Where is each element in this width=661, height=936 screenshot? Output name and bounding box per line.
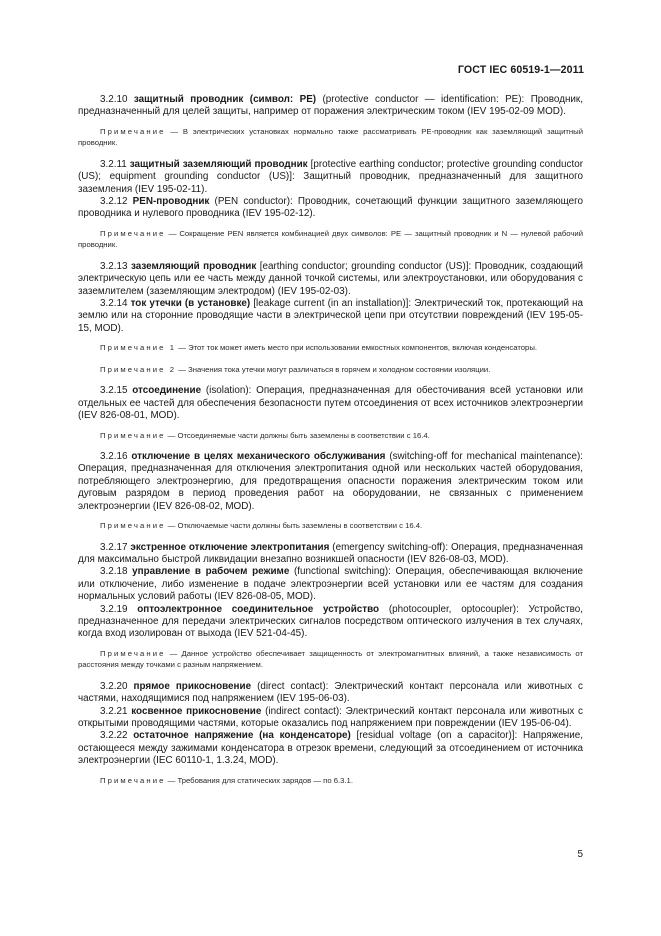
document-body — [78, 94, 583, 796]
note-text: — Данное устройство обеспечивает защищенность от электромагнитных влияний, а также независимость от расстояния между точками с разным напряжением. — [78, 648, 583, 670]
definition-term: прямое прикосновение — [133, 680, 252, 692]
note-text: — Этот ток может иметь место при использовании емкостных компонентов, включая конденсаторы. — [176, 343, 537, 353]
note — [78, 520, 583, 532]
definition-term: заземляющий проводник — [130, 260, 257, 272]
definition-term: отключение в целях механического обслуживания — [131, 451, 386, 462]
definition-text: (indirect contact): Электрический контакт персонала или животных с открытыми проводящими частями, которые оказались под напряжением при повреждении (IEV 195-06-04). — [78, 705, 583, 729]
note-label: Примечание — [100, 648, 166, 658]
definition-3-2-13 — [78, 261, 583, 298]
definition-3-2-11 — [78, 159, 583, 196]
note-label: Примечание — [100, 126, 166, 136]
definition-text: (photocoupler, optocoupler): Устройство, предназначенное для передачи электрических сигналов посредством оптического излучения в тех случаях, когда вход изолирован от выхода (IEV 521-04-45). — [78, 603, 583, 640]
note-label: Примечание 1 — [100, 343, 177, 353]
note-label: Примечание — [100, 521, 166, 531]
note — [78, 228, 583, 251]
definition-text: [protective earthing conductor; protective grounding conductor (US); equipment grounding conductor (US)]: Защитный проводник, предназначенный для защитного заземления (IEV 195-02-11). — [78, 158, 584, 195]
note-text: — Отключаемые части должны быть заземлены в соответствии с 16.4. — [165, 521, 423, 531]
definition-text: (functional switching): Операция, обеспечивающая включение или отключение, либо изменение в подаче электроэнергии всей установки или ее частям для создания нормальных условий работы (IEV 826-08-05, MOD). — [78, 566, 583, 603]
definition-text: [earthing conductor; grounding conductor (US)]: Проводник, создающий электрическую цепь или ее часть между данной точкой системы, или электроустановки, или оборудования с заземлителем (заземляющим электродом) (IEV 195-02-03). — [78, 260, 583, 297]
note — [78, 126, 583, 149]
note-text: — Значения тока утечки могут различаться в горячем и холодном состоянии изоляции. — [176, 364, 491, 374]
definition-3-2-18 — [78, 566, 583, 603]
definition-number: 3.2.17 — [100, 541, 128, 553]
definition-number: 3.2.13 — [100, 260, 128, 272]
definition-number: 3.2.20 — [100, 680, 128, 692]
definition-number: 3.2.15 — [100, 385, 128, 397]
definition-number: 3.2.12 — [100, 196, 128, 208]
definition-number: 3.2.19 — [100, 603, 128, 615]
definition-number: 3.2.10 — [100, 94, 128, 105]
definition-term: ток утечки (в установке) — [130, 298, 251, 310]
note — [78, 342, 583, 354]
definition-text: [residual voltage (on a capacitor)]: Напряжение, остающееся между зажимами конденсатора в отрезок времени, следующий за отсоединением от источника электроэнергии (IEC 60110-1, 1.3.24, MOD). — [78, 730, 583, 767]
definition-term: оптоэлектронное соединительное устройство — [137, 603, 380, 615]
note-text: — Требования для статических зарядов — по 6.3.1. — [165, 775, 353, 785]
definition-term: защитный проводник (символ: PE) — [133, 94, 317, 105]
definition-number: 3.2.18 — [100, 566, 128, 578]
definition-text: (isolation): Операция, предназначенная для обесточивания всей установки или отдельных ее частей для обеспечения безопасности путем отсоединения от всех источников электроэнергии (IEV 826-08-01, MOD). — [78, 385, 583, 422]
definition-term: отсоединение — [132, 385, 202, 397]
definition-term: защитный заземляющий проводник — [129, 158, 308, 170]
definition-number: 3.2.11 — [100, 158, 127, 170]
note — [78, 430, 583, 442]
definition-term: остаточное напряжение (на конденсаторе) — [133, 730, 351, 742]
definition-3-2-21 — [78, 706, 583, 731]
definition-text: (switching-off for mechanical maintenance): Операция, предназначенная для отключения электропитания одной или нескольких частей оборудования, потребляющего электроэнергию, для предотвращения опасности поражения электрическим током или дуговым разрядом в период проведения работ на оборудовании, не связанных с применением электроэнергии (IEV 826-08-02, MOD). — [78, 451, 583, 512]
definition-term: PEN-проводник — [132, 196, 210, 208]
definition-3-2-12 — [78, 196, 583, 221]
definition-text: (direct contact): Электрический контакт персонала или животных с частями, находящимися под напряжением (IEV 195-06-03). — [78, 680, 583, 705]
document-header: ГОСТ IEC 60519-1—2011 — [457, 64, 584, 76]
note-text: — Сокращение PEN является комбинацией двух символов: PE — защитный проводник и N — нулевой рабочий проводник. — [78, 228, 583, 250]
definition-3-2-20 — [78, 681, 583, 706]
page-number: 5 — [577, 849, 583, 860]
definition-term: экстренное отключение электропитания — [130, 541, 330, 553]
definition-text: (protective conductor — identification: PE): Проводник, предназначенный для целей защиты, например от поражения электрическим током (IEV 195-02-09 MOD). — [78, 94, 583, 118]
definition-term: косвенное прикосновение — [131, 705, 262, 717]
definition-text: (PEN conductor): Проводник, сочетающий функции защитного заземляющего проводника и нулевого проводника (IEV 195-02-12). — [78, 196, 583, 220]
definition-3-2-19 — [78, 604, 583, 641]
note-label: Примечание — [100, 228, 166, 238]
definition-3-2-14 — [78, 298, 583, 335]
definition-number: 3.2.16 — [100, 451, 128, 462]
definition-3-2-17 — [78, 542, 583, 567]
note-label: Примечание 2 — [100, 364, 177, 374]
note-label: Примечание — [100, 775, 166, 785]
note-text: — Отсоединяемые части должны быть заземлены в соответствии с 16.4. — [165, 430, 430, 440]
definition-number: 3.2.21 — [100, 705, 128, 717]
definition-text: [leakage current (in an installation)]: Электрический ток, протекающий на землю или на сторонние проводящие части в электрической цепи при отсутствии повреждений (IEV 195-05-15, MOD). — [78, 298, 584, 334]
note-label: Примечание — [100, 430, 166, 440]
definition-3-2-22 — [78, 730, 583, 767]
note-text: — В электрических установках нормально также рассматривать PE-проводник как заземляющий защитный проводник. — [78, 126, 583, 148]
definition-3-2-10 — [78, 94, 583, 119]
note — [78, 364, 583, 376]
note — [78, 648, 583, 671]
definition-number: 3.2.14 — [100, 298, 128, 310]
definition-number: 3.2.22 — [100, 730, 128, 742]
definition-3-2-15 — [78, 385, 583, 422]
definition-term: управление в рабочем режиме — [132, 566, 290, 578]
definition-3-2-16 — [78, 451, 583, 513]
definition-text: (emergency switching-off): Операция, предназначенная для максимально быстрой ликвидации внезапно возникшей опасности (IEV 826-08-03, MOD). — [78, 541, 584, 565]
note — [78, 775, 583, 787]
